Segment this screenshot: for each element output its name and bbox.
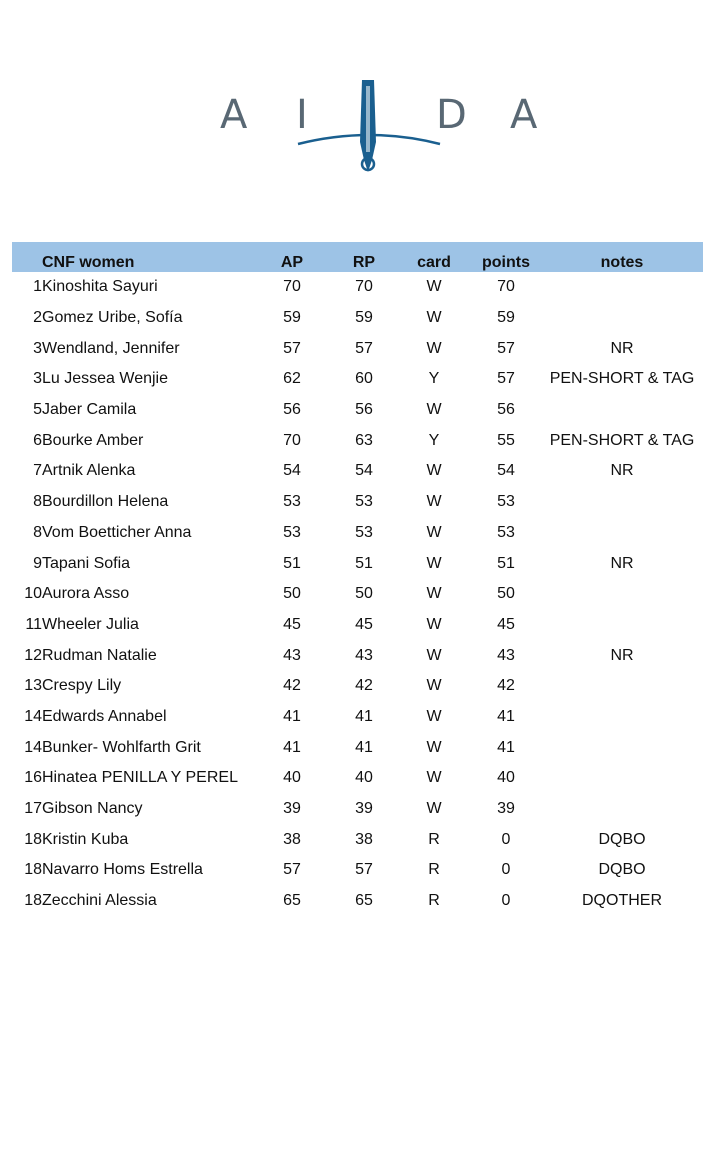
- notes-cell: [542, 732, 702, 763]
- notes-cell: [542, 518, 702, 549]
- header-card: card: [417, 254, 451, 271]
- name-cell: Rudman Natalie: [42, 646, 157, 664]
- points-cell: 57: [497, 339, 515, 357]
- name-cell: Kristin Kuba: [42, 830, 129, 848]
- rp-cell: 51: [355, 554, 373, 572]
- table-row: [12, 303, 703, 334]
- logo-letter-i: I: [296, 92, 308, 138]
- rank-cell: 8: [33, 493, 42, 511]
- points-cell: 41: [497, 738, 515, 756]
- header-name: CNF women: [42, 254, 135, 271]
- name-cell: Wendland, Jennifer: [42, 339, 180, 357]
- ap-cell: 57: [283, 861, 301, 879]
- ap-cell: 41: [283, 738, 301, 756]
- rp-cell: 57: [355, 861, 373, 879]
- name-cell: Bourdillon Helena: [42, 493, 169, 511]
- points-cell: 56: [497, 401, 515, 419]
- notes-cell: [542, 671, 702, 702]
- rank-cell: 18: [24, 861, 42, 879]
- card-cell: W: [426, 309, 442, 327]
- notes-cell: NR: [610, 554, 634, 572]
- header-ap: AP: [280, 254, 304, 271]
- table-row: [12, 824, 703, 855]
- rank-cell: 13: [24, 677, 42, 695]
- ap-cell: 40: [283, 769, 301, 787]
- notes-cell: NR: [610, 646, 634, 664]
- rank-cell: 18: [24, 830, 42, 848]
- rp-cell: 70: [355, 278, 373, 296]
- rp-cell: 41: [355, 738, 373, 756]
- rp-cell: 63: [355, 431, 373, 449]
- name-cell: Navarro Homs Estrella: [42, 861, 203, 879]
- table-row: [12, 395, 703, 426]
- name-cell: Zecchini Alessia: [42, 892, 157, 910]
- card-cell: R: [428, 861, 440, 879]
- rank-cell: 8: [33, 523, 42, 541]
- results-table: [12, 242, 703, 916]
- rp-cell: 65: [355, 892, 373, 910]
- rank-cell: 14: [24, 738, 42, 756]
- card-cell: W: [426, 677, 442, 695]
- card-cell: R: [428, 892, 440, 910]
- card-cell: W: [426, 339, 442, 357]
- points-cell: 0: [501, 861, 511, 879]
- table-row: [12, 456, 703, 487]
- card-cell: Y: [428, 431, 440, 449]
- rank-cell: 16: [24, 769, 42, 787]
- points-cell: 59: [497, 309, 515, 327]
- ap-cell: 45: [283, 615, 301, 633]
- table-row: [12, 855, 703, 886]
- header-notes: notes: [600, 254, 644, 271]
- notes-cell: NR: [610, 462, 634, 480]
- table-row: [12, 702, 703, 733]
- points-cell: 42: [497, 677, 515, 695]
- table-row: [12, 364, 703, 395]
- freediver-icon: [290, 72, 450, 182]
- notes-cell: [542, 610, 702, 641]
- table-header: [12, 242, 703, 272]
- name-cell: Vom Boetticher Anna: [42, 523, 192, 541]
- header-points: points: [482, 254, 530, 271]
- table-row: [12, 610, 703, 641]
- card-cell: W: [426, 554, 442, 572]
- notes-cell: NR: [610, 339, 634, 357]
- points-cell: 0: [501, 830, 511, 848]
- header-rp: RP: [352, 254, 376, 271]
- rp-cell: 57: [355, 339, 373, 357]
- rp-cell: 53: [355, 523, 373, 541]
- points-cell: 54: [497, 462, 515, 480]
- logo-letter-d: D: [436, 92, 467, 138]
- rp-cell: 39: [355, 800, 373, 818]
- notes-cell: [542, 395, 702, 426]
- ap-cell: 65: [283, 892, 301, 910]
- card-cell: W: [426, 523, 442, 541]
- rank-cell: 7: [33, 462, 42, 480]
- notes-cell: DQOTHER: [582, 892, 662, 910]
- rank-cell: 5: [33, 401, 42, 419]
- name-cell: Edwards Annabel: [42, 707, 167, 725]
- name-cell: Artnik Alenka: [42, 462, 136, 480]
- notes-cell: [542, 487, 702, 518]
- points-cell: 70: [497, 278, 515, 296]
- ap-cell: 70: [283, 278, 301, 296]
- card-cell: W: [426, 585, 442, 603]
- logo-letter-a2: A: [510, 92, 538, 138]
- ap-cell: 57: [283, 339, 301, 357]
- notes-cell: PEN-SHORT & TAG: [549, 431, 695, 449]
- table-row: [12, 548, 703, 579]
- card-cell: W: [426, 738, 442, 756]
- table-row: [12, 272, 703, 303]
- table-row: [12, 487, 703, 518]
- name-cell: Kinoshita Sayuri: [42, 278, 158, 296]
- name-cell: Aurora Asso: [42, 585, 130, 603]
- card-cell: Y: [428, 370, 440, 388]
- rp-cell: 40: [355, 769, 373, 787]
- ap-cell: 50: [283, 585, 301, 603]
- points-cell: 39: [497, 800, 515, 818]
- rank-cell: 3: [33, 370, 42, 388]
- card-cell: W: [426, 646, 442, 664]
- points-cell: 41: [497, 707, 515, 725]
- rank-cell: 18: [24, 892, 42, 910]
- points-cell: 43: [497, 646, 515, 664]
- card-cell: W: [426, 401, 442, 419]
- table-body: [12, 272, 703, 916]
- table-row: [12, 579, 703, 610]
- card-cell: W: [426, 707, 442, 725]
- rank-cell: 1: [33, 278, 42, 296]
- card-cell: W: [426, 800, 442, 818]
- name-cell: Bourke Amber: [42, 431, 144, 449]
- points-cell: 57: [497, 370, 515, 388]
- rp-cell: 43: [355, 646, 373, 664]
- ap-cell: 38: [283, 830, 301, 848]
- table-row: [12, 518, 703, 549]
- points-cell: 40: [497, 769, 515, 787]
- rank-cell: 3: [33, 339, 42, 357]
- notes-cell: [542, 702, 702, 733]
- name-cell: Gibson Nancy: [42, 800, 143, 818]
- rank-cell: 9: [33, 554, 42, 572]
- card-cell: W: [426, 493, 442, 511]
- ap-cell: 53: [283, 493, 301, 511]
- ap-cell: 41: [283, 707, 301, 725]
- card-cell: W: [426, 615, 442, 633]
- points-cell: 45: [497, 615, 515, 633]
- name-cell: Lu Jessea Wenjie: [42, 370, 168, 388]
- notes-cell: [542, 272, 702, 303]
- table-row: [12, 732, 703, 763]
- table-row: [12, 794, 703, 825]
- ap-cell: 42: [283, 677, 301, 695]
- rank-cell: 11: [25, 615, 42, 633]
- name-cell: Wheeler Julia: [42, 615, 139, 633]
- table-row: [12, 886, 703, 917]
- rank-cell: 10: [24, 585, 42, 603]
- points-cell: 53: [497, 523, 515, 541]
- points-cell: 55: [497, 431, 515, 449]
- ap-cell: 59: [283, 309, 301, 327]
- name-cell: Hinatea PENILLA Y PEREL: [42, 769, 238, 787]
- ap-cell: 62: [283, 370, 301, 388]
- rp-cell: 50: [355, 585, 373, 603]
- points-cell: 50: [497, 585, 515, 603]
- rp-cell: 38: [355, 830, 373, 848]
- table-row: [12, 333, 703, 364]
- rp-cell: 42: [355, 677, 373, 695]
- notes-cell: [542, 763, 702, 794]
- ap-cell: 70: [283, 431, 301, 449]
- table-row: [12, 425, 703, 456]
- card-cell: R: [428, 830, 440, 848]
- logo-letter-a1: A: [220, 92, 248, 138]
- ap-cell: 53: [283, 523, 301, 541]
- ap-cell: 56: [283, 401, 301, 419]
- ap-cell: 39: [283, 800, 301, 818]
- ap-cell: 54: [283, 462, 301, 480]
- rank-cell: 14: [24, 707, 42, 725]
- name-cell: Jaber Camila: [42, 401, 137, 419]
- table-row: [12, 671, 703, 702]
- rank-cell: 2: [33, 309, 42, 327]
- points-cell: 0: [501, 892, 511, 910]
- rp-cell: 54: [355, 462, 373, 480]
- rp-cell: 56: [355, 401, 373, 419]
- rp-cell: 53: [355, 493, 373, 511]
- card-cell: W: [426, 462, 442, 480]
- ap-cell: 43: [283, 646, 301, 664]
- rank-cell: 6: [33, 431, 42, 449]
- rank-cell: 17: [24, 800, 42, 818]
- rp-cell: 59: [355, 309, 373, 327]
- card-cell: W: [426, 769, 442, 787]
- rank-cell: 12: [24, 646, 42, 664]
- table-row: [12, 640, 703, 671]
- notes-cell: DQBO: [598, 830, 646, 848]
- card-cell: W: [426, 278, 442, 296]
- name-cell: Crespy Lily: [42, 677, 122, 695]
- notes-cell: [542, 794, 702, 825]
- table-row: [12, 763, 703, 794]
- notes-cell: [542, 579, 702, 610]
- aida-logo: [0, 72, 720, 182]
- rp-cell: 60: [355, 370, 373, 388]
- rp-cell: 45: [355, 615, 373, 633]
- points-cell: 53: [497, 493, 515, 511]
- notes-cell: [542, 303, 702, 334]
- name-cell: Tapani Sofia: [42, 554, 131, 572]
- ap-cell: 51: [283, 554, 301, 572]
- name-cell: Bunker- Wohlfarth Grit: [42, 738, 201, 756]
- points-cell: 51: [497, 554, 515, 572]
- notes-cell: PEN-SHORT & TAG: [549, 370, 695, 388]
- notes-cell: DQBO: [598, 861, 646, 879]
- name-cell: Gomez Uribe, Sofía: [42, 309, 183, 327]
- rp-cell: 41: [355, 707, 373, 725]
